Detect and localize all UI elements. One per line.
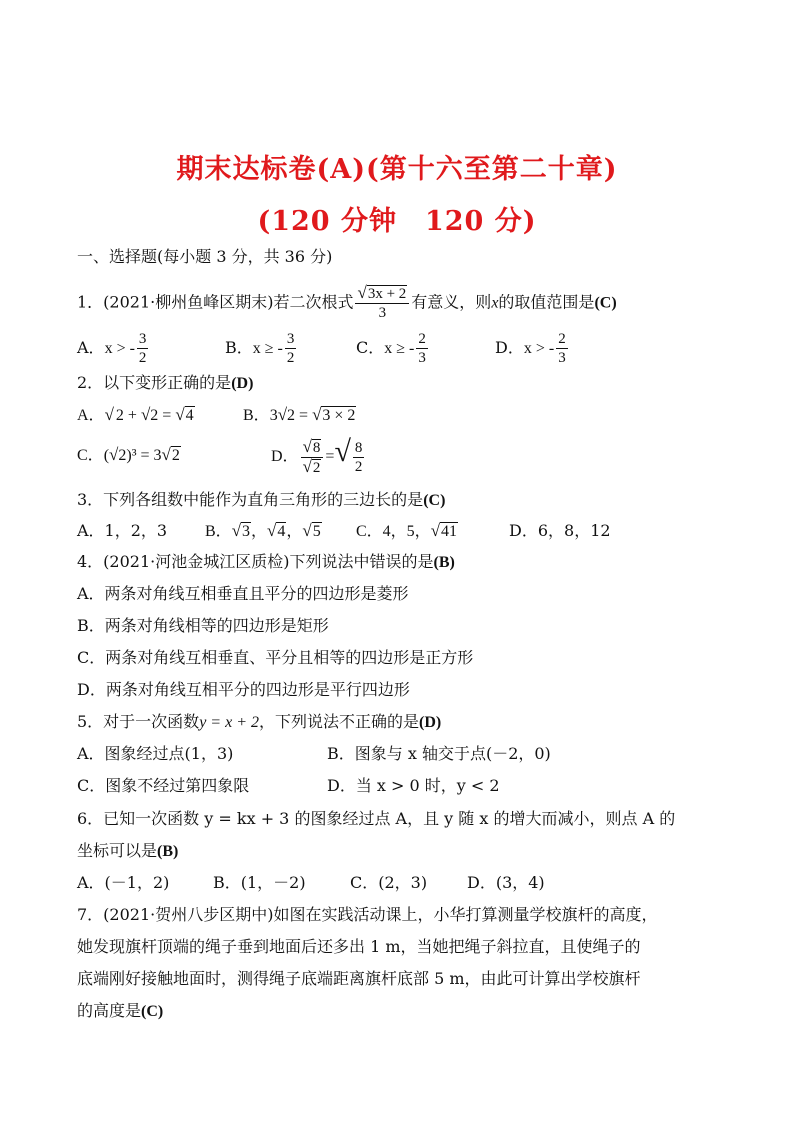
- q1-var: x: [491, 294, 499, 312]
- q1-fraction: $\frac{√3x + 2}{3}$: [355, 284, 409, 322]
- q2-options-row2: [77, 435, 717, 476]
- q2-option-d: D． $\frac{√8}{√2}$ =√ $\frac{8}{2}$: [271, 435, 363, 476]
- q5-option-b: B．图象与 x 轴交于点(－2，0): [327, 744, 551, 763]
- question-5: 5．对于一次函数y = x + 2，下列说法不正确的是(D): [77, 712, 442, 731]
- q2-option-a: A．√ 2 + √2 = √4: [77, 405, 194, 424]
- question-6-line-1: 6．已知一次函数 y = kx + 3 的图象经过点 A，且 y 随 x 的增大而减小，则点 A 的: [77, 809, 676, 828]
- q5-option-c: C．图象不经过第四象限: [77, 776, 250, 795]
- q1-option-a: A．x > - $\frac{3}{2}$: [77, 331, 147, 366]
- exam-subtitle: (120 分钟 120 分): [257, 206, 537, 237]
- q2-option-c: C．(√2)³ = 3√2: [77, 445, 180, 464]
- q5-option-a: A．图象经过点(1，3): [77, 744, 234, 763]
- q1-text-c: 的取值范围是: [498, 292, 595, 312]
- q2-answer: (D): [231, 375, 254, 392]
- q4-answer: (B): [433, 554, 455, 571]
- q7-answer: (C): [141, 1003, 164, 1020]
- q1-text-a: 1．(2021·柳州鱼峰区期末)若二次根式: [77, 292, 354, 312]
- q6-option-b: B．(1，－2): [213, 873, 306, 892]
- q3-option-c: C．4，5，√41: [356, 521, 458, 540]
- q1-option-d: D．x > - $\frac{2}{3}$: [495, 331, 566, 366]
- q1-option-b: B．x ≥ - $\frac{3}{2}$: [225, 331, 295, 366]
- question-1: [77, 284, 617, 322]
- q5-answer: (D): [419, 714, 442, 731]
- question-7-line-3: 底端刚好接触地面时，测得绳子底端距离旗杆底部 5 m，由此可计算出学校旗杆: [77, 969, 641, 988]
- q5-option-d: D．当 x > 0 时，y < 2: [327, 776, 500, 795]
- q1-text-b: 有意义，则: [411, 292, 492, 312]
- question-7-line-2: 她发现旗杆顶端的绳子垂到地面后还多出 1 m，当她把绳子斜拉直，且使绳子的: [77, 937, 641, 956]
- q1-denominator: 3: [378, 305, 387, 321]
- q3-option-d: D．6，8，12: [509, 521, 611, 540]
- question-6-line-2: 坐标可以是(B): [77, 841, 179, 860]
- q4-option-c: C．两条对角线互相垂直、平分且相等的四边形是正方形: [77, 648, 474, 667]
- question-7-line-1: 7．(2021·贺州八步区期中)如图在实践活动课上，小华打算测量学校旗杆的高度，: [77, 905, 658, 924]
- question-3: 3．下列各组数中能作为直角三角形的三边长的是(C): [77, 490, 446, 509]
- question-4: 4．(2021·河池金城江区质检)下列说法中错误的是(B): [77, 552, 455, 571]
- q6-answer: (B): [157, 843, 179, 860]
- q6-option-a: A．(－1，2): [77, 873, 170, 892]
- q2-options-row1: [77, 404, 717, 428]
- q3-answer: (C): [423, 492, 446, 509]
- q2-option-b: B．3√2 = √3 × 2: [243, 405, 356, 424]
- q3-options: [77, 520, 717, 544]
- q5-options-row2: [77, 775, 717, 797]
- q3-option-b: B．√3，√4，√5: [205, 521, 321, 540]
- q1-options: [77, 330, 717, 366]
- q4-option-a: A．两条对角线互相垂直且平分的四边形是菱形: [77, 584, 409, 603]
- q6-option-d: D．(3，4): [467, 873, 545, 892]
- q1-answer: (C): [594, 294, 617, 312]
- q5-options-row1: [77, 743, 717, 765]
- q6-option-c: C．(2，3): [350, 873, 428, 892]
- section-heading: 一、选择题(每小题 3 分，共 36 分): [77, 247, 333, 266]
- exam-title: 期末达标卷(A)(第十六至第二十章): [176, 154, 618, 185]
- question-2: 2．以下变形正确的是(D): [77, 373, 254, 392]
- q3-option-a: A．1，2，3: [77, 521, 168, 540]
- question-7-line-4: 的高度是(C): [77, 1001, 164, 1020]
- q5-equation: y = x + 2: [199, 714, 259, 731]
- q1-radicand: 3x + 2: [367, 286, 407, 302]
- q1-option-c: C．x ≥ - $\frac{2}{3}$: [356, 331, 426, 366]
- q4-option-d: D．两条对角线互相平分的四边形是平行四边形: [77, 680, 410, 699]
- q6-options: [77, 872, 717, 894]
- q4-option-b: B．两条对角线相等的四边形是矩形: [77, 616, 329, 635]
